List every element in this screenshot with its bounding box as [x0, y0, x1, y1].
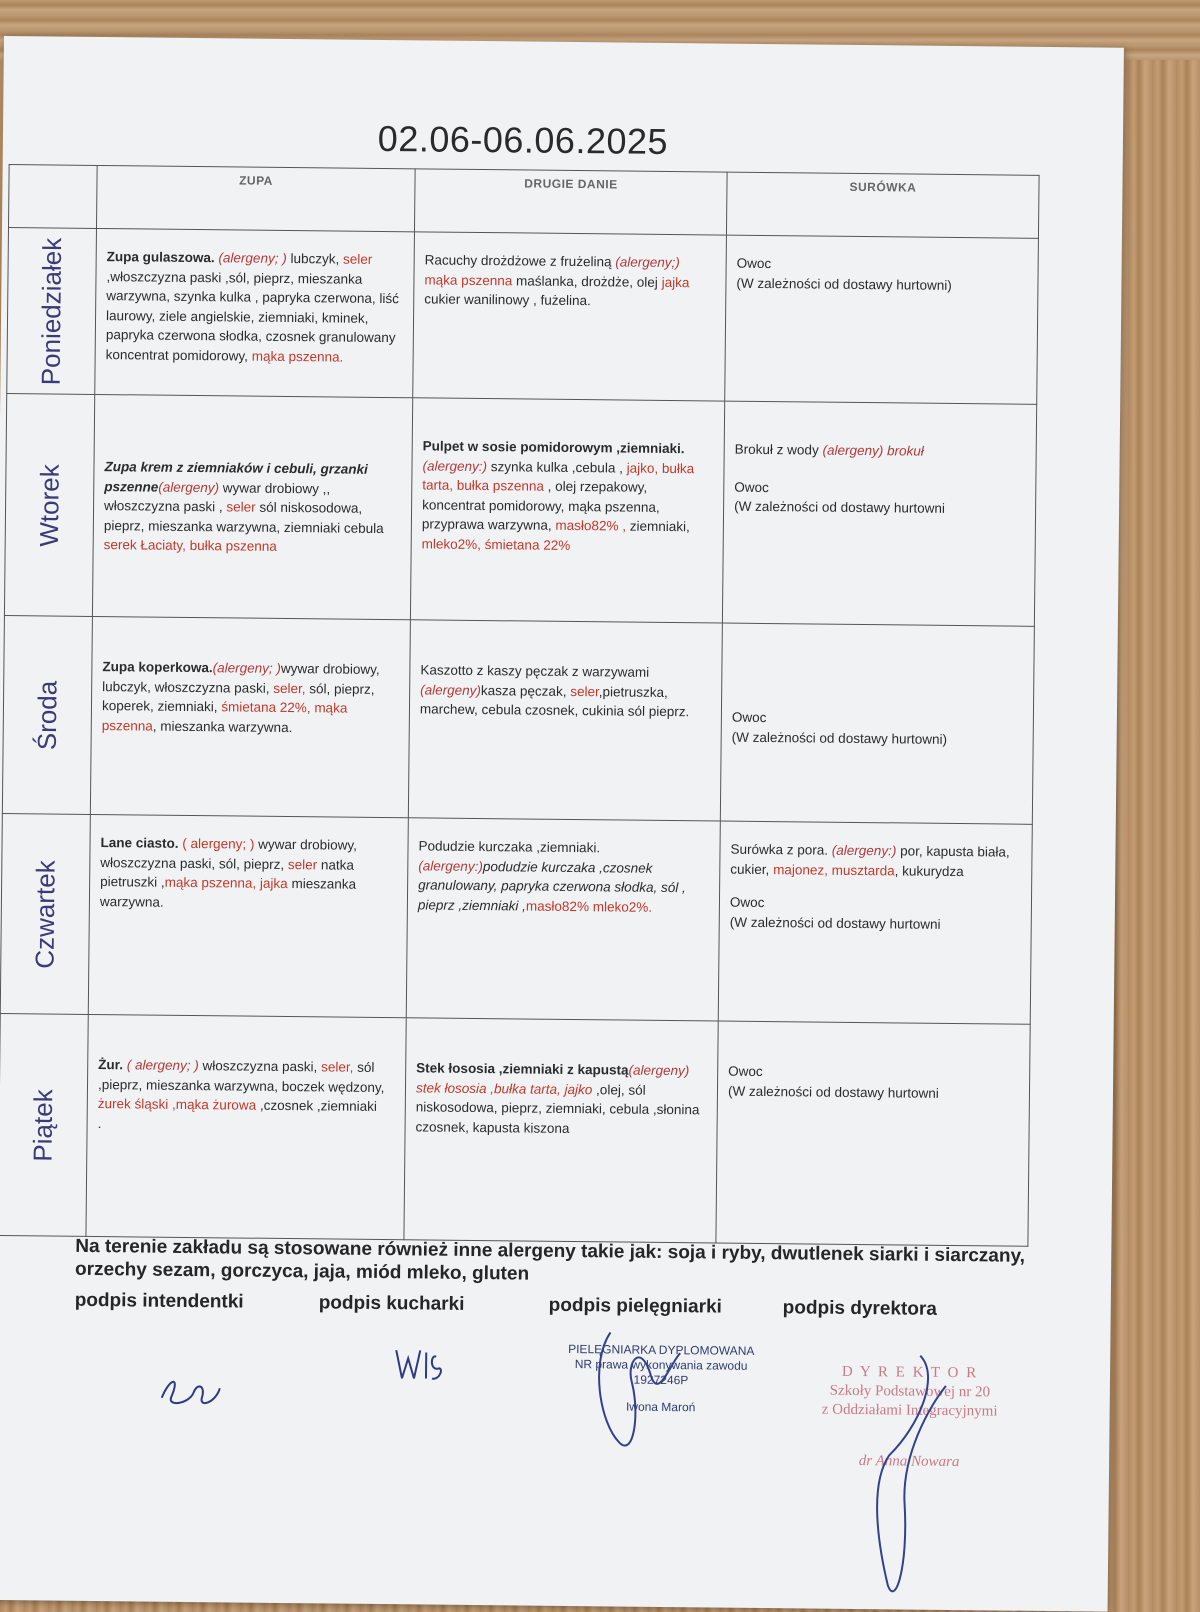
header-soup: ZUPA [96, 165, 415, 231]
allergen-tag: (alergeny:) [831, 842, 897, 859]
day-friday [0, 1014, 88, 1237]
allergen-ingredient: masło82% mleko2%. [525, 898, 653, 915]
dish-name: Lane ciasto. [100, 835, 179, 851]
stamp-line: z Oddziałami Integracyjnymi [821, 1401, 998, 1420]
day-label: Czwartek [28, 859, 61, 969]
dish-name: Stek łososia ,ziemniaki z kapustą [416, 1060, 629, 1078]
ingredients: . [97, 1115, 102, 1131]
ingredients: sól, pieprz, koperek, ziemniaki, [101, 680, 375, 715]
dish-name: Kaszotto z kaszy pęczak z warzywami [420, 662, 650, 680]
ingredients: lubczyk, [290, 251, 340, 267]
sig-director-label: podpis dyrektora [782, 1297, 937, 1320]
signature-labels [74, 1289, 1035, 1320]
dish-name: Zupa koperkowa. [102, 659, 213, 676]
allergen-ingredient: musztarda [831, 862, 895, 878]
dish-name: Pulpet w sosie pomidorowym ,ziemniaki. [422, 438, 685, 457]
allergen-tag: (alergeny) [628, 1062, 690, 1079]
day-label: Wtorek [33, 463, 65, 547]
allergen-tag: ( alergeny; ) [182, 835, 255, 852]
header-salad: SURÓWKA [726, 172, 1039, 238]
sig-nurse-label: podpis pielęgniarki [548, 1294, 722, 1318]
dish-name: Zupa krem z ziemniaków i cebuli, grzanki pszenne [104, 459, 368, 495]
soup-wednesday [90, 616, 410, 817]
salad-name: Brokuł z wody [734, 441, 819, 458]
allergen-ingredient: mleko2%, śmietana 22% [421, 535, 571, 553]
allergen-ingredient: mąka pszenna, jajka [164, 874, 288, 892]
day-tuesday [4, 394, 94, 617]
salad-name: Surówka z pora. [730, 841, 829, 858]
intendent-signature-icon [150, 1358, 241, 1419]
ingredients: kasza pęczak, [480, 682, 567, 699]
header-row [8, 165, 1039, 239]
allergen-ingredient: majonez, [773, 861, 828, 878]
allergen-ingredient: jajka [661, 274, 690, 290]
main-tuesday [410, 398, 724, 623]
allergen-ingredient: seler [570, 683, 599, 699]
salad-note: (W zależności od dostawy hurtowni [727, 1083, 939, 1101]
allergen-tag: (alergeny) [420, 681, 482, 698]
salad-monday [725, 235, 1039, 404]
allergen-ingredient: seler, [321, 1059, 354, 1075]
row-tuesday [4, 394, 1036, 627]
salad-line: Owoc [734, 479, 769, 495]
stamp-line: 1927246P [633, 1372, 689, 1388]
director-signature-icon [848, 1345, 961, 1606]
page-title: 02.06-06.06.2025 [377, 117, 669, 162]
dish-name: Zupa gulaszowa. [106, 249, 215, 266]
ingredients: ,włoszczyzna paski ,sól, pieprz, mieszanka warzywna, szynka kulka , papryka czerwona, liść laurowy, ziele angielskie, ziemniaki, kminek, papryka czerwona słodka, czosnek granulowany koncentrat pomidorowy, [105, 268, 399, 364]
ingredients: podudzie kurczaka ,czosnek granulowany, papryka czerwona słodka, sól , pieprz ,ziemniaki , [417, 858, 686, 914]
allergen-ingredient: seler [342, 251, 373, 267]
cook-signature-icon [390, 1340, 451, 1391]
soup-tuesday [92, 394, 412, 619]
stamp-name: dr Anna Nowara [858, 1453, 960, 1471]
ingredients: , mieszanka warzywna. [152, 718, 293, 735]
stamp-line: D Y R E K T O R [841, 1363, 979, 1382]
header-main: DRUGIE DANIE [414, 169, 727, 235]
ingredients: cukier wanilinowy , fużelina. [424, 291, 591, 309]
row-friday [0, 1014, 1030, 1247]
stamp-name: Iwona Maroń [625, 1399, 696, 1415]
day-label: Piątek [26, 1088, 58, 1162]
nurse-signature-icon [579, 1322, 700, 1463]
main-thursday [406, 818, 720, 1021]
day-monday [7, 228, 97, 395]
dish-name: Racuchy drożdżowe z frużeliną [424, 252, 612, 270]
allergen-ingredient: brokuł [886, 443, 924, 459]
allergen-tag: (alergeny) [822, 442, 884, 459]
allergen-tag: (alergeny:) [418, 857, 483, 874]
row-wednesday [2, 616, 1034, 825]
sig-cook-label: podpis kucharki [318, 1292, 465, 1315]
allergen-ingredient: mąka pszenna [424, 271, 513, 288]
ingredients: sól ,pieprz, mieszanka warzywna, boczek wędzony, [97, 1059, 385, 1095]
allergen-ingredient: jajko, [626, 460, 659, 476]
ingredients: szynka kulka ,cebula , [490, 458, 623, 476]
allergen-tag: (alergeny; ) [212, 660, 282, 676]
day-wednesday [2, 616, 92, 815]
ingredients: sól niskosodowa, pieprz, mieszanka warzywna, ziemniaki cebula [103, 499, 384, 536]
dish-name: Podudzie kurczaka ,ziemniaki. [418, 838, 601, 856]
allergen-ingredient: żurek śląski ,mąka żurowa [97, 1096, 257, 1113]
salad-wednesday [720, 623, 1034, 824]
allergen-ingredient: masło82% , [555, 517, 627, 534]
allergen-ingredient: seler, [273, 680, 306, 696]
main-friday [404, 1018, 718, 1243]
salad-line: Owoc [736, 255, 772, 272]
day-label: Poniedziałek [35, 237, 67, 385]
allergen-ingredient: bułka tarta, bułka pszenna [422, 460, 695, 494]
stamp-line: NR prawa wykonywania zawodu [574, 1357, 748, 1373]
allergen-tag: (alergeny) [158, 479, 220, 495]
ingredients: ,pietruszka, marchew, cebula czosnek, cukinia sól pieprz. [419, 683, 690, 720]
sig-intendent-label: podpis intendentki [74, 1289, 244, 1313]
salad-note: (W zależności od dostawy hurtowni [734, 498, 946, 516]
header-empty [8, 165, 97, 229]
allergen-ingredient: serek Łaciaty, bułka pszenna [103, 537, 277, 554]
ingredients: , olej rzepakowy, koncentrat pomidorowy, mąka pszenna, przyprawa warzywna, [421, 478, 660, 533]
ingredients: ,czosnek ,ziemniaki [259, 1097, 378, 1114]
dish-name: Żur. [98, 1057, 124, 1073]
allergen-tag: (alergeny; ) [218, 250, 287, 266]
allergen-tag: ( alergeny; ) [126, 1057, 199, 1074]
allergen-tag: (alergeny;) [615, 254, 680, 271]
allergen-ingredient: seler [226, 499, 256, 515]
menu-table [0, 164, 1040, 1247]
main-wednesday [408, 620, 722, 821]
salad-line [735, 440, 1026, 463]
ingredients: włoszczyzna paski, [202, 1058, 318, 1075]
soup-thursday [88, 814, 408, 1017]
row-monday [7, 228, 1039, 405]
allergen-ingredient: seler [287, 856, 318, 872]
ingredients: ,olej, sól niskosodowa, pieprz, ziemniaki, cebula ,słonina czosnek, kapusta kiszona [415, 1081, 700, 1136]
day-thursday [0, 814, 90, 1015]
salad-note: (W zależności od dostawy hurtowni [729, 914, 941, 932]
salad-line: Owoc [729, 894, 765, 911]
allergen-ingredient: mąka pszenna. [251, 348, 344, 365]
allergen-ingredient: stek łososia ,bułka tarta, jajko [415, 1079, 593, 1097]
salad-note: (W zależności od dostawy hurtowni) [731, 729, 948, 747]
stamp-line: Szkoły Podstawowej nr 20 [829, 1382, 991, 1401]
salad-friday [716, 1021, 1030, 1246]
row-thursday [0, 814, 1032, 1025]
ingredients: wywar drobiowy, włoszczyzna paski, sól, pieprz, [100, 836, 357, 872]
stamp-line: PIELĘGNIARKA DYPLOMOWANA [568, 1341, 755, 1358]
ingredients: maślanka, drożdże, olej [515, 272, 658, 290]
salad-note: (W zależności od dostawy hurtowni) [736, 275, 952, 293]
allergen-tag: (alergeny:) [422, 457, 488, 474]
menu-sheet [0, 36, 1124, 1612]
day-label: Środa [31, 680, 63, 750]
soup-friday [86, 1014, 406, 1239]
soup-monday [95, 228, 415, 397]
ingredients: ziemniaki, [629, 518, 690, 535]
ingredients: mieszanka warzywna. [99, 876, 357, 910]
allergen-note: Na terenie zakładu są stosowane również inne alergeny takie jak: soja i ryby, dwutlenek siarki i siarczany, orzechy sezam, gorczyca, jaja, miód mleko, gluten [74, 1235, 1026, 1285]
salad-tuesday [722, 401, 1036, 626]
main-monday [413, 232, 727, 401]
ingredients: natka pietruszki , [100, 856, 355, 890]
salad-thursday [718, 821, 1032, 1024]
ingredients: wywar drobiowy ,, włoszczyzna paski , [104, 479, 331, 515]
ingredients: wywar drobiowy, lubczyk, włoszczyzna paski, [102, 660, 380, 696]
allergen-ingredient: śmietana 22%, mąka pszenna [101, 699, 348, 734]
ingredients: por, kapusta biała, cukier, [730, 843, 1010, 877]
salad-line: Owoc [728, 1063, 763, 1080]
salad-line: Owoc [731, 709, 767, 726]
ingredients: , kukurydza [894, 862, 964, 879]
